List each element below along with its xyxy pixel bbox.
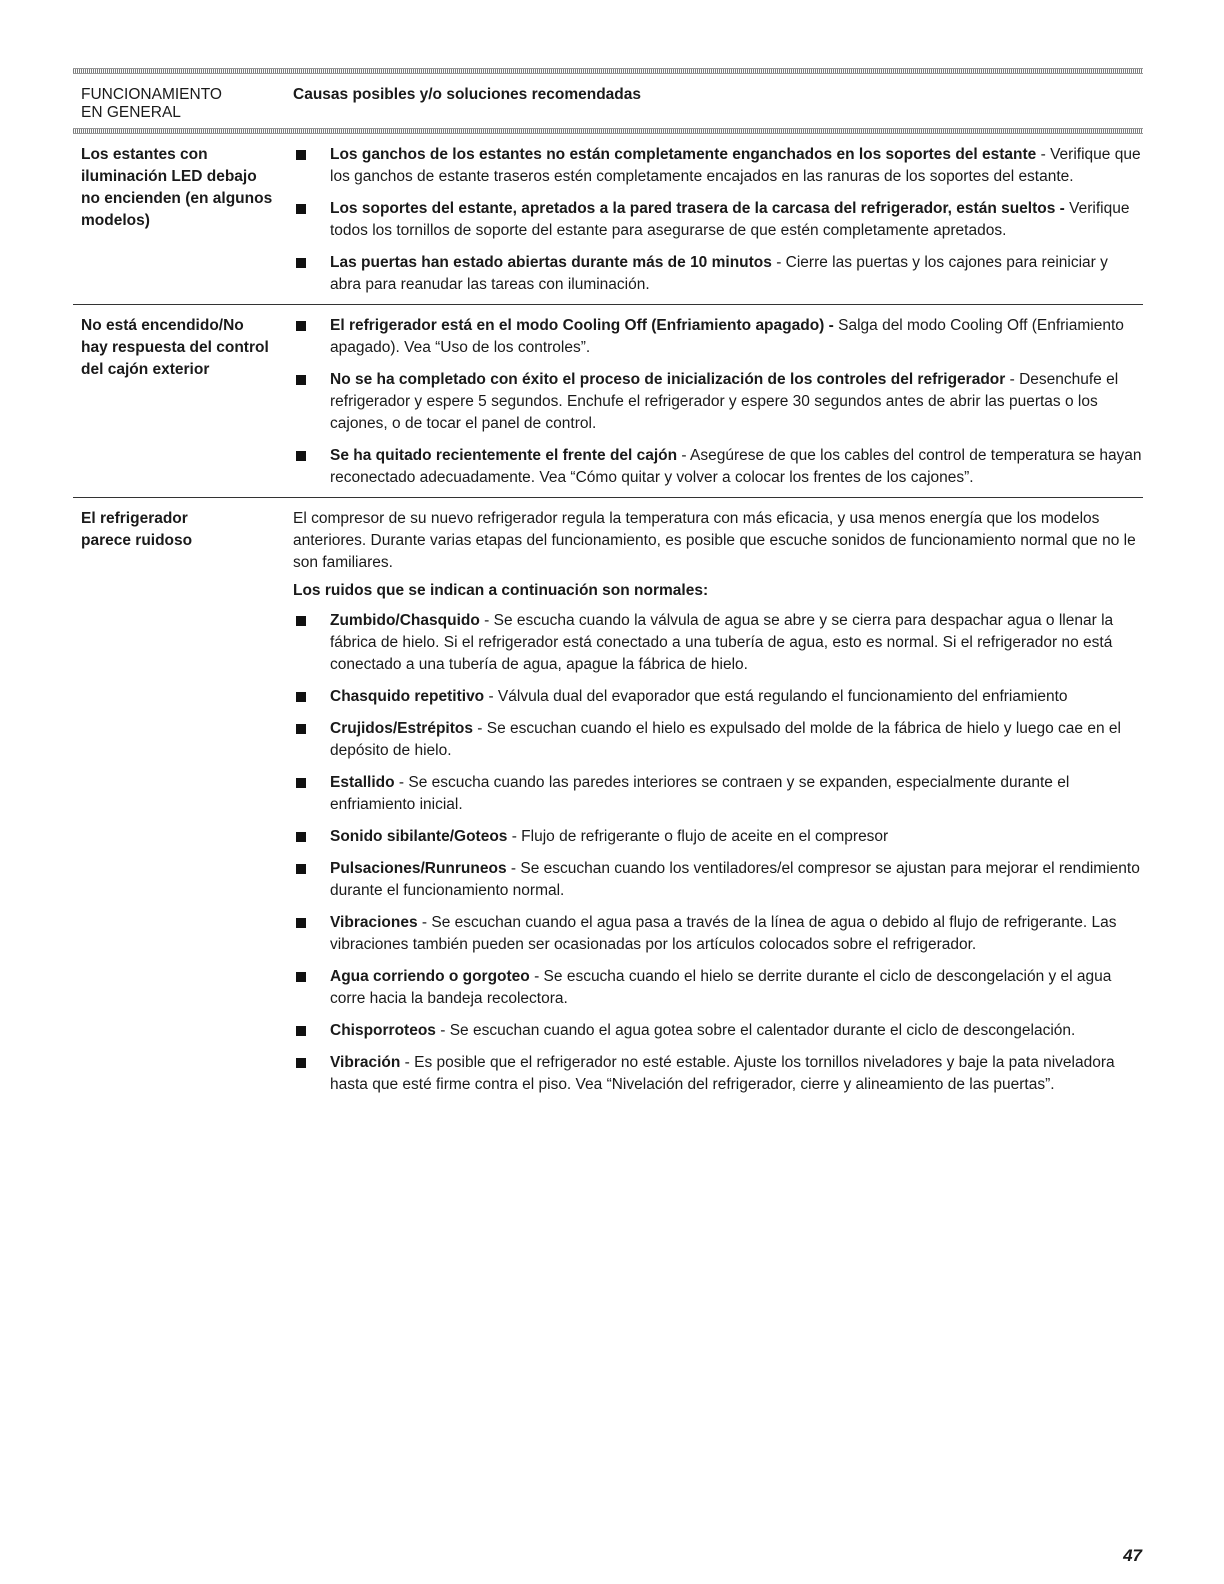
solutions-list bbox=[293, 144, 1143, 296]
section-no-power bbox=[73, 305, 1143, 497]
item-heading: Se ha quitado recientemente el frente del cajón bbox=[330, 447, 678, 464]
list-item bbox=[293, 1020, 1143, 1042]
page-number: 47 bbox=[1123, 1546, 1142, 1565]
section-subheading: Los ruidos que se indican a continuación son normales: bbox=[293, 582, 709, 599]
list-item bbox=[293, 912, 1143, 956]
item-text: - Se escuchan cuando el hielo es expulsado del molde de la fábrica de hielo y luego cae en el depósito de hielo. bbox=[330, 720, 1121, 759]
bullet-icon bbox=[296, 972, 306, 982]
bullet-icon bbox=[296, 778, 306, 788]
troubleshooting-table bbox=[73, 68, 1143, 1104]
section-content bbox=[293, 144, 1143, 296]
list-item bbox=[293, 686, 1143, 708]
section-title: El refrigerador parece ruidoso bbox=[81, 510, 193, 549]
item-text: - Asegúrese de que los cables del control de temperatura se hayan reconectado adecuadamente. Vea “Cómo quitar y volver a colocar los frentes de los cajones”. bbox=[330, 447, 1142, 486]
item-text: - Es posible que el refrigerador no esté estable. Ajuste los tornillos niveladores y baje la pata niveladora hasta que esté firme contra el piso. Vea “Nivelación del refrigerador, cierre y alineamiento de las puertas”. bbox=[330, 1054, 1115, 1093]
section-led-shelves bbox=[73, 134, 1143, 304]
bullet-icon bbox=[296, 150, 306, 160]
bullet-icon bbox=[296, 832, 306, 842]
bullet-icon bbox=[296, 616, 306, 626]
list-item bbox=[293, 1052, 1143, 1096]
item-heading: Estallido bbox=[330, 774, 395, 791]
bullet-icon bbox=[296, 451, 306, 461]
bullet-icon bbox=[296, 375, 306, 385]
header-column-2: Causas posibles y/o soluciones recomendadas bbox=[293, 86, 642, 103]
bullet-icon bbox=[296, 918, 306, 928]
item-heading: Vibraciones bbox=[330, 914, 418, 931]
item-text: - Verifique que los ganchos de estante traseros estén completamente encajados en las ranuras de los soportes del estante. bbox=[330, 146, 1141, 185]
list-item bbox=[293, 198, 1143, 242]
bullet-icon bbox=[296, 1026, 306, 1036]
list-item bbox=[293, 252, 1143, 296]
list-item bbox=[293, 610, 1143, 676]
item-heading: El refrigerador está en el modo Cooling Off (Enfriamiento apagado) - bbox=[330, 317, 834, 334]
item-text: - Válvula dual del evaporador que está regulando el funcionamiento del enfriamiento bbox=[484, 688, 1068, 705]
item-heading: No se ha completado con éxito el proceso de inicialización de los controles del refrigerador bbox=[330, 371, 1006, 388]
solutions-list bbox=[293, 315, 1143, 489]
bullet-icon bbox=[296, 1058, 306, 1068]
item-heading: Chisporroteos bbox=[330, 1022, 436, 1039]
list-item bbox=[293, 718, 1143, 762]
item-heading: Agua corriendo o gorgoteo bbox=[330, 968, 530, 985]
item-heading: Crujidos/Estrépitos bbox=[330, 720, 473, 737]
item-heading: Vibración bbox=[330, 1054, 401, 1071]
item-text: Verifique todos los tornillos de soporte del estante para asegurarse de que estén completamente apretados. bbox=[330, 200, 1130, 239]
section-noisy bbox=[73, 498, 1143, 1104]
list-item bbox=[293, 144, 1143, 188]
item-text: Salga del modo Cooling Off (Enfriamiento apagado). Vea “Uso de los controles”. bbox=[330, 317, 1124, 356]
item-heading: Los soportes del estante, apretados a la pared trasera de la carcasa del refrigerador, están sueltos - bbox=[330, 200, 1065, 217]
section-content bbox=[293, 508, 1143, 1096]
item-text: - Se escuchan cuando el agua pasa a través de la línea de agua o debido al flujo de refrigerante. Las vibraciones también pueden ser ocasionadas por los artículos colocados sobre el refrigerador. bbox=[330, 914, 1117, 953]
item-heading: Zumbido/Chasquido bbox=[330, 612, 480, 629]
list-item bbox=[293, 966, 1143, 1010]
section-title: Los estantes con iluminación LED debajo no encienden (en algunos modelos) bbox=[81, 146, 273, 229]
bullet-icon bbox=[296, 258, 306, 268]
item-heading: Pulsaciones/Runruneos bbox=[330, 860, 507, 877]
item-text: - Se escucha cuando el hielo se derrite durante el ciclo de descongelación y el agua corre hacia la bandeja recolectora. bbox=[330, 968, 1112, 1007]
item-text: - Se escucha cuando la válvula de agua se abre y se cierra para despachar agua o llenar la fábrica de hielo. Si el refrigerador está conectado a una tubería de agua, esto es normal. Si el refrigerador no está conectado a una tubería de agua, apague la fábrica de hielo. bbox=[330, 612, 1114, 673]
item-heading: Sonido sibilante/Goteos bbox=[330, 828, 508, 845]
item-heading: Los ganchos de los estantes no están completamente enganchados en los soportes del estante bbox=[330, 146, 1037, 163]
table-header bbox=[73, 74, 1143, 128]
list-item bbox=[293, 826, 1143, 848]
bullet-icon bbox=[296, 204, 306, 214]
section-title: No está encendido/No hay respuesta del control del cajón exterior bbox=[81, 317, 269, 378]
list-item bbox=[293, 772, 1143, 816]
item-heading: Las puertas han estado abiertas durante más de 10 minutos bbox=[330, 254, 772, 271]
item-text: - Se escucha cuando las paredes interiores se contraen y se expanden, especialmente durante el enfriamiento inicial. bbox=[330, 774, 1070, 813]
bullet-icon bbox=[296, 864, 306, 874]
section-intro: El compresor de su nuevo refrigerador regula la temperatura con más eficacia, y usa menos energía que los modelos anteriores. Durante varias etapas del funcionamiento, es posible que escuche sonidos de funcionamiento normal que no le son familiares. bbox=[293, 510, 1136, 571]
bullet-icon bbox=[296, 724, 306, 734]
item-heading: Chasquido repetitivo bbox=[330, 688, 485, 705]
list-item bbox=[293, 858, 1143, 902]
item-text: - Desenchufe el refrigerador y espere 5 segundos. Enchufe el refrigerador y espere 30 segundos antes de abrir las puertas o los cajones, o de tocar el panel de control. bbox=[330, 371, 1119, 432]
list-item bbox=[293, 445, 1143, 489]
list-item bbox=[293, 369, 1143, 435]
item-text: - Flujo de refrigerante o flujo de aceite en el compresor bbox=[507, 828, 889, 845]
item-text: - Se escuchan cuando el agua gotea sobre el calentador durante el ciclo de descongelación. bbox=[435, 1022, 1076, 1039]
item-text: - Cierre las puertas y los cajones para reiniciar y abra para reanudar las tareas con iluminación. bbox=[330, 254, 1108, 293]
bullet-icon bbox=[296, 692, 306, 702]
list-item bbox=[293, 315, 1143, 359]
sounds-list bbox=[293, 610, 1143, 1096]
header-column-1: FUNCIONAMIENTO EN GENERAL bbox=[81, 86, 222, 121]
item-text: - Se escuchan cuando los ventiladores/el compresor se ajustan para mejorar el rendimiento durante el funcionamiento normal. bbox=[330, 860, 1140, 899]
section-content bbox=[293, 315, 1143, 489]
bullet-icon bbox=[296, 321, 306, 331]
